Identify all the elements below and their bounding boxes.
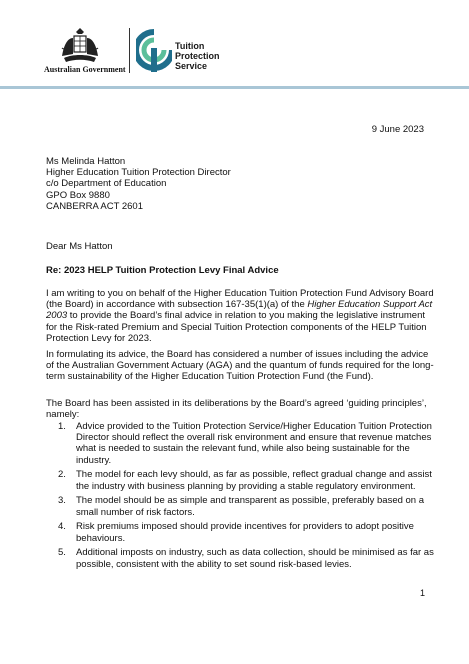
paragraph-text: I am writing to you on behalf of the Higher Education Tuition Protection Fund Advisory Board (the Board) in accordance with subsection 167-35(1)(a) of the bbox=[46, 288, 434, 311]
header-rule bbox=[0, 86, 469, 89]
letter-date: 9 June 2023 bbox=[371, 124, 424, 135]
list-number: 2. bbox=[58, 469, 66, 481]
tps-wordmark-line: Service bbox=[175, 61, 208, 71]
list-number: 3. bbox=[58, 495, 66, 507]
list-number: 1. bbox=[58, 421, 66, 432]
tps-wordmark-line: Protection bbox=[175, 51, 220, 61]
coat-of-arms-icon bbox=[58, 28, 102, 68]
logo-divider bbox=[129, 28, 130, 73]
paragraph-purpose bbox=[46, 288, 436, 344]
recipient-address bbox=[46, 156, 231, 212]
address-line: c/o Department of Education bbox=[46, 178, 167, 190]
list-text: Additional imposts on industry, such as data collection, should be minimised as far as possible, consistent with the ability to set sound risk-based levies. bbox=[76, 547, 434, 570]
act-title: Higher Education Support Act 2003 bbox=[46, 299, 433, 322]
list-item bbox=[54, 421, 439, 466]
list-text: The model for each levy should, as far as possible, reflect gradual change and assist the industry with business planning by providing a stable regulatory environment. bbox=[76, 469, 432, 492]
list-item bbox=[54, 521, 439, 543]
paragraph-considerations: In formulating its advice, the Board has considered a number of issues including the advice of the Australian Government Actuary (AGA) and the quantum of funds required for the long-term sustainability of the Higher Education Tuition Protection Fund (the Fund). bbox=[46, 349, 434, 383]
paragraph-principles-intro: The Board has been assisted in its deliberations by the Board’s agreed ‘guiding principles’, namely: bbox=[46, 398, 427, 421]
address-line: Higher Education Tuition Protection Director bbox=[46, 167, 231, 179]
tps-wordmark-line: Tuition bbox=[175, 41, 205, 51]
address-line: Ms Melinda Hatton bbox=[46, 156, 126, 167]
list-number: 4. bbox=[58, 521, 66, 533]
tps-logo-icon bbox=[136, 28, 172, 74]
page-number: 1 bbox=[420, 588, 426, 598]
list-text: The model should be as simple and transparent as possible, preferably based on a small number of risk factors. bbox=[76, 495, 425, 518]
guiding-principles-list bbox=[54, 421, 439, 573]
tps-wordmark bbox=[175, 41, 220, 71]
list-item bbox=[54, 495, 439, 517]
paragraph-text: to provide the Board’s final advice in relation to you making the legislative instrument for the Risk-rated Premium and Special Tuition Protection components of the HELP Tuition Protection Levy for 2023. bbox=[46, 310, 427, 344]
list-number: 5. bbox=[58, 547, 66, 559]
letterhead bbox=[0, 0, 469, 88]
government-label: Australian Government bbox=[44, 65, 126, 74]
list-item bbox=[54, 547, 439, 569]
list-text: Advice provided to the Tuition Protection Service/Higher Education Tuition Protection Director should reflect the overall risk environment and ensure that revenue matches what is needed to sustain the relevant fund, while also being sustainable for the industry. bbox=[76, 421, 432, 466]
list-item bbox=[54, 469, 439, 491]
list-text: Risk premiums imposed should provide incentives for providers to adopt positive behaviours. bbox=[76, 521, 414, 544]
address-line: CANBERRA ACT 2601 bbox=[46, 200, 143, 212]
subject-line: Re: 2023 HELP Tuition Protection Levy Final Advice bbox=[46, 265, 279, 276]
address-line: GPO Box 9880 bbox=[46, 189, 110, 201]
salutation: Dear Ms Hatton bbox=[46, 241, 113, 252]
